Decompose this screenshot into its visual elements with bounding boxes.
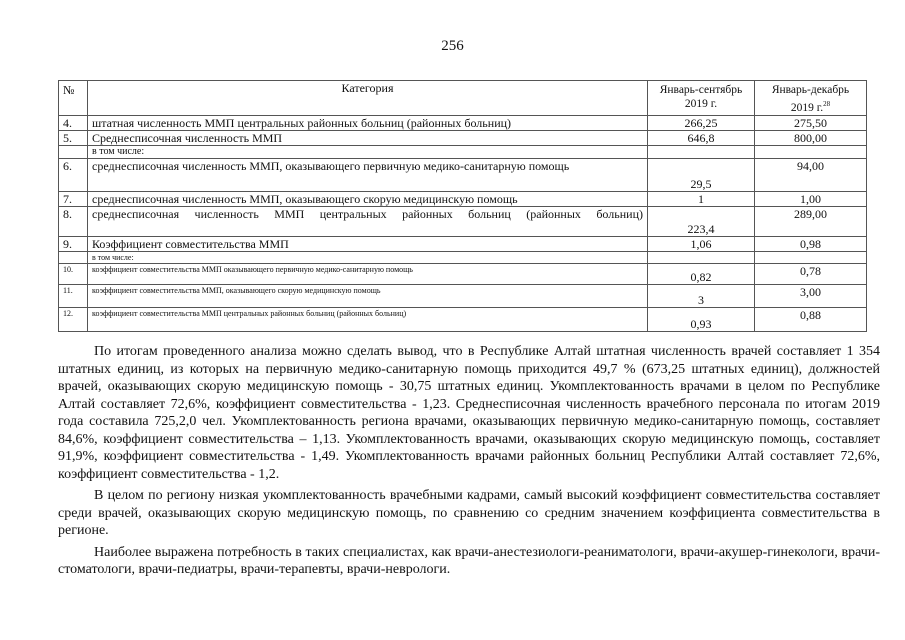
row-number: 10. — [59, 264, 88, 285]
row-value-jan-dec: 800,00 — [755, 131, 867, 146]
row-number: 4. — [59, 116, 88, 131]
row-number: 9. — [59, 237, 88, 252]
row-value-jan-dec: 0,88 — [755, 308, 867, 332]
header-num: № — [59, 81, 88, 116]
row-value-jan-sep — [648, 252, 755, 264]
header-category: Категория — [88, 81, 648, 116]
row-value-jan-sep: 0,82 — [648, 264, 755, 285]
row-value-jan-dec: 0,78 — [755, 264, 867, 285]
header-jan-sep-2019: Январь-сентябрь 2019 г. — [648, 81, 755, 116]
row-value-jan-dec: 94,00 — [755, 159, 867, 192]
row-value-jan-sep: 223,4 — [648, 207, 755, 237]
paragraph-region-staffing: В целом по региону низкая укомплектованность врачебными кадрами, самый высокий коэффициент совместительства составляет среди врачей, оказывающих скорую медицинскую помощь, по сравнению со средним значением коэффициента совместительства в регионе. — [58, 488, 880, 538]
row-category: штатная численность ММП центральных районных больниц (районных больниц) — [88, 116, 648, 131]
row-value-jan-dec — [755, 252, 867, 264]
table-row — [59, 116, 867, 131]
table-row — [59, 146, 867, 159]
table-row — [59, 192, 867, 207]
row-category: Среднесписочная численность ММП — [88, 131, 648, 146]
table-row — [59, 159, 867, 192]
row-value-jan-dec: 0,98 — [755, 237, 867, 252]
row-category: коэффициент совместительства ММП, оказывающего скорую медицинскую помощь — [88, 285, 648, 308]
header-jan-dec-2019-label: Январь-декабрь 2019 г. — [771, 84, 850, 114]
footnote-marker: 28 — [823, 100, 831, 108]
table-row — [59, 252, 867, 264]
row-number: 11. — [59, 285, 88, 308]
row-value-jan-sep: 1 — [648, 192, 755, 207]
row-value-jan-sep: 266,25 — [648, 116, 755, 131]
page-number: 256 — [441, 38, 464, 54]
row-number — [59, 146, 88, 159]
table-row — [59, 285, 867, 308]
body-text — [58, 343, 880, 583]
row-value-jan-sep: 3 — [648, 285, 755, 308]
row-value-jan-sep: 1,06 — [648, 237, 755, 252]
paragraph-analysis-conclusion: По итогам проведенного анализа можно сделать вывод, что в Республике Алтай штатная численность врачей составляет 1 354 штатных единиц, из которых на первичную медико-санитарную помощь приходится 49,7 % (673,25 штатных единиц), должностей врачей, оказывающих скорую медицинскую помощь - 30,75 штатных единиц. Укомплектованность врачами в целом по Республике Алтай составляет 72,6%, коэффициент совместительства - 1,23. Среднесписочная численность врачебного персонала по итогам 2019 года составила 725,2,0 чел. Укомплектованность региона врачами, оказывающих первичную медико-санитарную помощь, составляет 84,6%, коэффициент совместительства – 1,13. Укомплектованность врачами, оказывающих скорую медицинскую помощь, составляет 91,9%, коэффициент совместительства - 1,49. Укомплектованность врачами районных больниц Республики Алтай составляет 72,6%, коэффициент совместительства - 1,2. — [58, 344, 880, 482]
table-row — [59, 207, 867, 237]
row-value-jan-dec: 1,00 — [755, 192, 867, 207]
table-row — [59, 308, 867, 332]
row-category: среднесписочная численность ММП, оказывающего первичную медико-санитарную помощь — [88, 159, 648, 192]
row-category: коэффициент совместительства ММП центральных районных больниц (районных больниц) — [88, 308, 648, 332]
table-header-row — [59, 81, 867, 116]
staffing-table — [58, 80, 867, 332]
row-category: среднесписочная численность ММП, оказывающего скорую медицинскую помощь — [88, 192, 648, 207]
row-value-jan-sep: 0,93 — [648, 308, 755, 332]
row-number: 8. — [59, 207, 88, 237]
row-number: 6. — [59, 159, 88, 192]
row-category: в том числе: — [88, 146, 648, 159]
row-value-jan-dec — [755, 146, 867, 159]
row-category: коэффициент совместительства ММП оказывающего первичную медико-санитарную помощь — [88, 264, 648, 285]
table-row — [59, 131, 867, 146]
paragraph-specialist-demand: Наиболее выражена потребность в таких специалистах, как врачи-анестезиологи-реаниматологи, врачи-акушер-гинекологи, врачи-стоматологи, врачи-педиатры, врачи-терапевты, врачи-неврологи. — [58, 544, 880, 577]
row-value-jan-dec: 3,00 — [755, 285, 867, 308]
row-category: в том числе: — [88, 252, 648, 264]
row-number — [59, 252, 88, 264]
row-number: 5. — [59, 131, 88, 146]
header-jan-dec-2019 — [755, 81, 867, 116]
row-value-jan-sep — [648, 146, 755, 159]
row-value-jan-dec: 289,00 — [755, 207, 867, 237]
row-value-jan-sep: 646,8 — [648, 131, 755, 146]
table-row — [59, 237, 867, 252]
row-number: 7. — [59, 192, 88, 207]
row-value-jan-dec: 275,50 — [755, 116, 867, 131]
row-number: 12. — [59, 308, 88, 332]
table-row — [59, 264, 867, 285]
row-value-jan-sep: 29,5 — [648, 159, 755, 192]
row-category: среднесписочная численность ММП центральных районных больниц (районных больниц) — [88, 207, 648, 237]
row-category: Коэффициент совместительства ММП — [88, 237, 648, 252]
